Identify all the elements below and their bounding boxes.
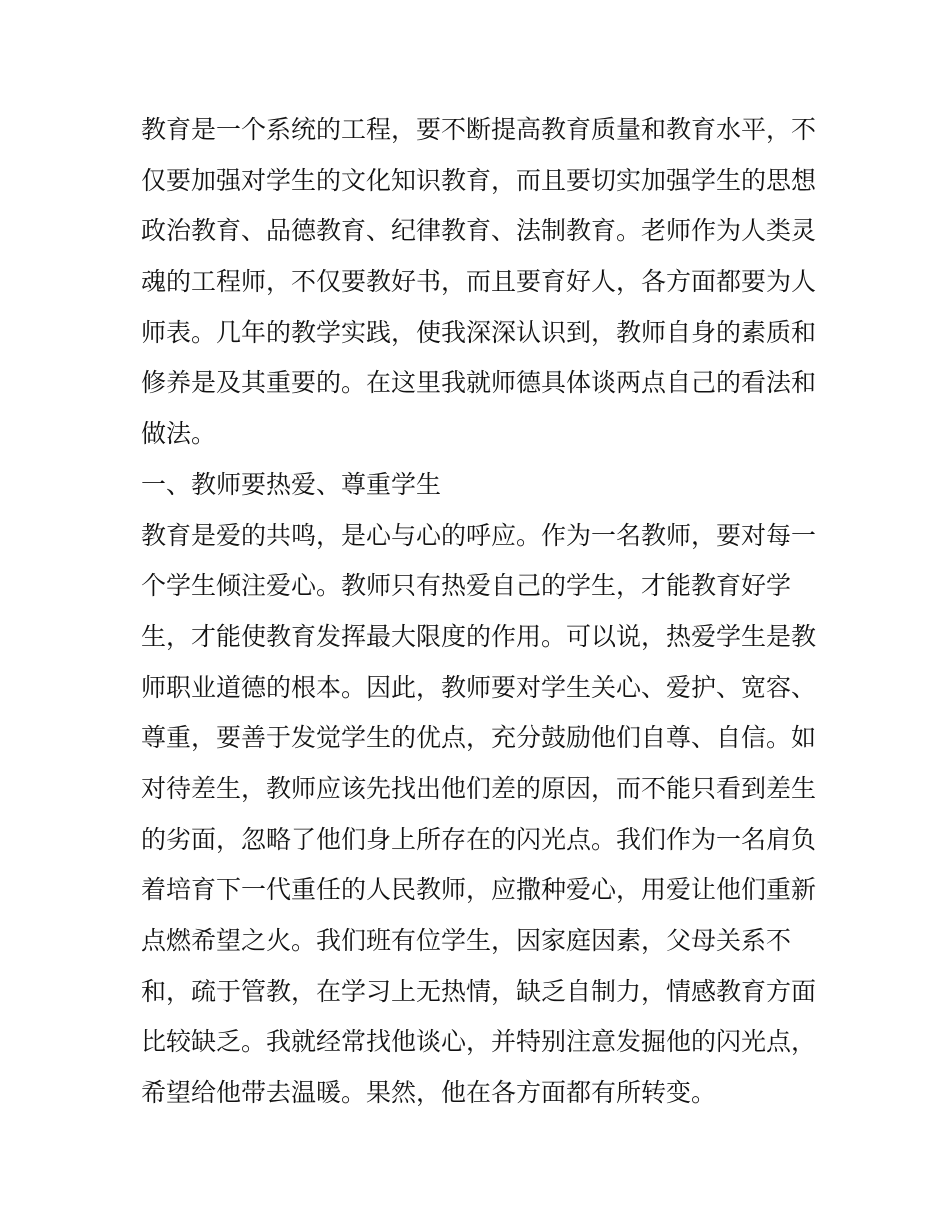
text-line: 政治教育、品德教育、纪律教育、法制教育。老师作为人类灵 <box>141 216 817 246</box>
text-line: 希望给他带去温暖。果然，他在各方面都有所转变。 <box>141 1078 717 1108</box>
text-line: 修养是及其重要的。在这里我就师德具体谈两点自己的看法和 <box>141 368 817 398</box>
text-line: 师表。几年的教学实践，使我深深认识到，教师自身的素质和 <box>141 317 817 347</box>
section-heading: 一、教师要热爱、尊重学生 <box>141 469 442 499</box>
text-line: 师职业道德的根本。因此，教师要对学生关心、爱护、宽容、 <box>141 672 817 702</box>
paragraph-intro <box>141 105 821 460</box>
document-body <box>141 105 821 1119</box>
text-line: 个学生倾注爱心。教师只有热爱自己的学生，才能教育好学 <box>141 571 792 601</box>
text-line: 和，疏于管教，在学习上无热情，缺乏自制力，情感教育方面 <box>141 976 817 1006</box>
text-line: 尊重，要善于发觉学生的优点，充分鼓励他们自尊、自信。如 <box>141 723 817 753</box>
text-line: 魂的工程师，不仅要教好书，而且要育好人，各方面都要为人 <box>141 267 817 297</box>
text-line: 比较缺乏。我就经常找他谈心，并特别注意发掘他的闪光点， <box>141 1027 817 1057</box>
text-line: 做法。 <box>141 419 217 449</box>
text-line: 对待差生，教师应该先找出他们差的原因，而不能只看到差生 <box>141 773 817 803</box>
text-line: 点燃希望之火。我们班有位学生，因家庭因素，父母关系不 <box>141 926 792 955</box>
text-line: 仅要加强对学生的文化知识教育，而且要切实加强学生的思想 <box>141 165 817 195</box>
text-line: 教育是爱的共鸣，是心与心的呼应。作为一名教师，要对每一 <box>141 520 817 550</box>
paragraph-love-students <box>141 511 821 1119</box>
text-line: 生，才能使教育发挥最大限度的作用。可以说，热爱学生是教 <box>141 621 817 651</box>
text-line: 的劣面，忽略了他们身上所存在的闪光点。我们作为一名肩负 <box>141 824 817 854</box>
text-line: 着培育下一代重任的人民教师，应撒种爱心，用爱让他们重新 <box>141 875 817 905</box>
text-line: 教育是一个系统的工程，要不断提高教育质量和教育水平，不 <box>141 115 817 144</box>
